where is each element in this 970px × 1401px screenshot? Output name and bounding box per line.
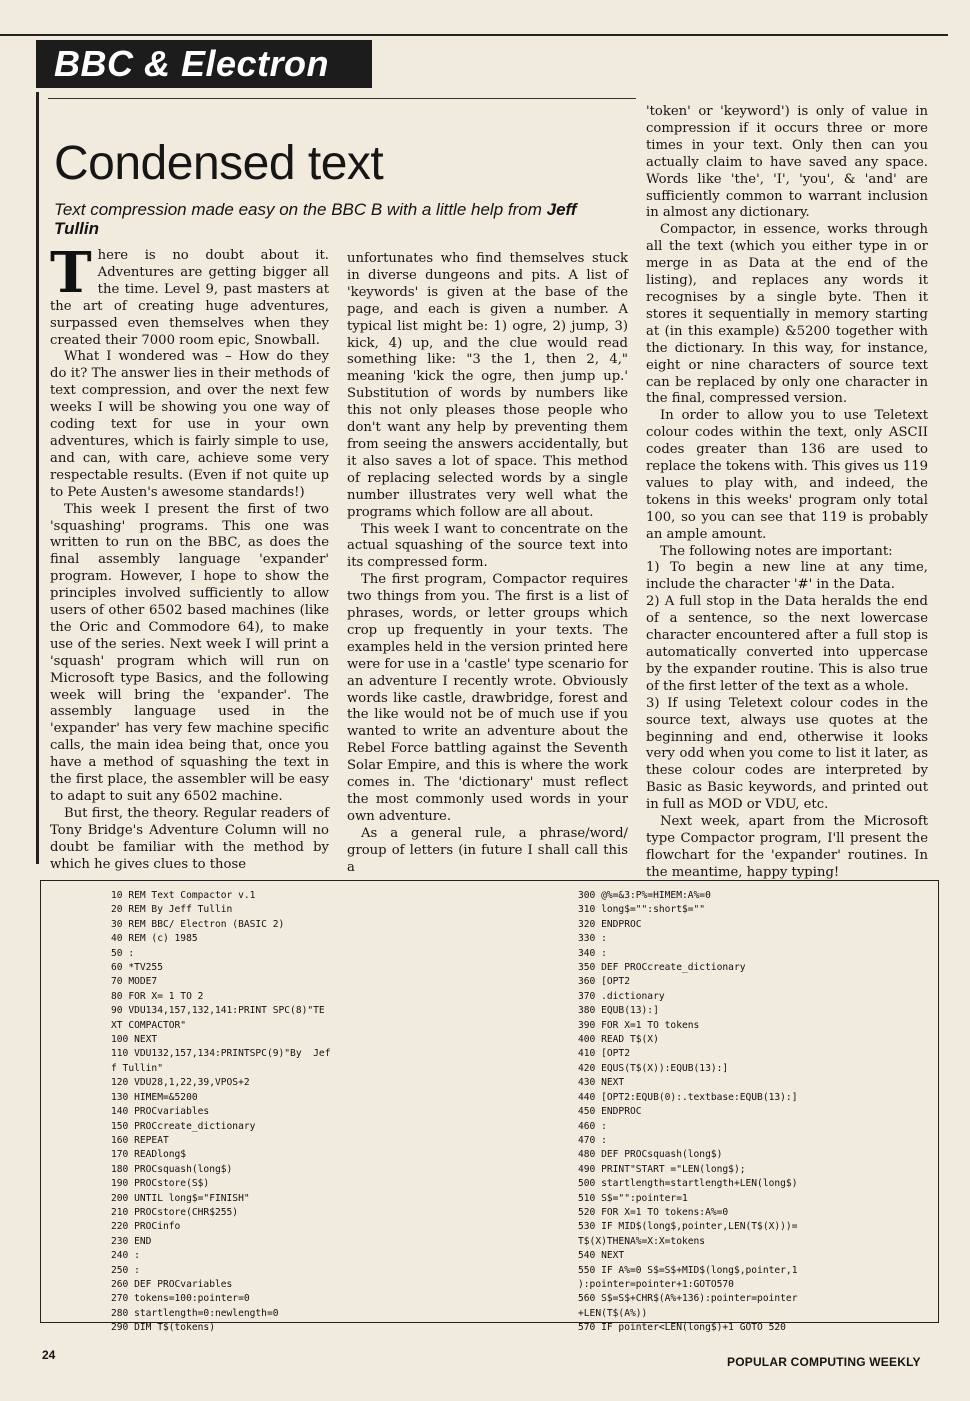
paragraph: unfortunates who find themselves stuck in diverse dungeons and pits. A list of 'keywords' is given at the base of the page, and each is given a number. A typical list might be: 1) ogre, 2) jump, 3) kick, 4) up, and the clue would read something like: "3 the 1, then 2, 4," meaning 'kick the ogre, then jump up.' Substitution of words by numbers like this not only pleases those people who don't want any help by preventing them from seeing the answers accidentally, but it also saves a lot of space. This method of replacing selected words by a single number illustrates very well what the programs which follow are all about. bbox=[347, 251, 628, 520]
author-name: Jeff Tullin bbox=[54, 200, 577, 238]
paragraph: But first, the theory. Regular readers of Tony Bridge's Adventure Column will no doubt be familiar with the method by which he gives clues to those bbox=[50, 805, 329, 872]
left-column-bar bbox=[36, 92, 39, 864]
paragraph: What I wondered was – How do they do it? The answer lies in their methods of text compression, and over the next few weeks I will be showing you one way of coding text for use in your own adventures, which is fairly simple to use, and can, with care, achieve some very respectable results. (Even if not quite up to Pete Austen's awesome standards!) bbox=[50, 349, 329, 500]
paragraph: In order to allow you to use Teletext colour codes within the text, only ASCII codes greater than 136 are used to replace the tokens with. This gives us 119 values to play with, and indeed, the tokens in this weeks' program only total 100, so you can see that 119 is probably an ample amount. bbox=[646, 408, 928, 542]
numbered-note: 1) To begin a new line at any time, include the character '#' in the Data. bbox=[646, 560, 928, 593]
numbered-note: 3) If using Teletext colour codes in the source text, always use quotes at the beginning and end, otherwise it looks very odd when you come to list it later, as these colour codes are interpreted by Basic as Basic keywords, and printed out in full as MOD or VDU, etc. bbox=[646, 695, 928, 813]
paragraph: There is no doubt about it. Adventures are getting bigger all the time. Level 9, past masters at the art of creating huge adventures, surpassed even themselves when they created their 7000 room epic, Snowball. bbox=[50, 240, 329, 348]
listing-left-column: 10 REM Text Compactor v.1 20 REM By Jeff Tullin 30 REM BBC/ Electron (BASIC 2) 40 REM (c) 1985 50 : 60 *TV255 70 MODE7 80 FOR X= 1 TO 2 90 VDU134,157,132,141:PRINT SPC(8)"TE XT COMPACTOR" 100 NEXT 110 VDU132,157,134:PRINTSPC(9)"By Jef f Tullin" 120 VDU28,1,22,39,VPOS+2 130 HIMEM=&5200 140 PROCvariables 150 PROCcreate_dictionary 160 REPEAT 170 READlong$ 180 PROCsquash(long$) 190 PROCstore(S$) 200 UNTIL long$="FINISH" 210 PROCstore(CHR$255) 220 PROCinfo 230 END 240 : 250 : 260 DEF PROCvariables 270 tokens=100:pointer=0 280 startlength=0:newlength=0 290 DIM T$(tokens) bbox=[111, 890, 331, 1334]
standfirst bbox=[54, 200, 614, 238]
page-number: 24 bbox=[42, 1348, 56, 1362]
paragraph: This week I want to concentrate on the actual squashing of the source text into its compressed form. bbox=[347, 521, 628, 571]
paragraph: Next week, apart from the Microsoft type Compactor program, I'll present the flowchart for the 'expander' routines. In the meantime, happy typing! bbox=[646, 814, 928, 880]
paragraph: The first program, Compactor requires two things from you. The first is a list of phrases, words, or letter groups which crop up frequently in your texts. The examples held in the version printed here were for use in a 'castle' type scenario for an adventure I recently wrote. Obviously words like castle, drawbridge, forest and the like would not be of much use if you wanted to write an adventure about the Rebel Force battling against the Seventh Solar Empire, and this is where the work comes in. The 'dictionary' must reflect the most commonly used words in your own adventure. bbox=[347, 572, 628, 824]
paragraph: 'token' or 'keyword') is only of value in compression if it occurs three or more times in your text. Only then can you actually claim to have saved any space. Words like 'the', 'I', 'you', & 'and' are sufficiently common to warrant inclusion in almost any dictionary. bbox=[646, 104, 928, 221]
standfirst-text: Text compression made easy on the BBC B with a little help from bbox=[54, 200, 542, 219]
top-rule bbox=[0, 34, 948, 36]
paragraph: This week I present the first of two 'squashing' programs. This one was written to run on the BBC, as does the final assembly language 'expander' program. However, I hope to show the principles involved sufficiently to allow users of other 6502 based machines (like the Oric and Commodore 64), to make use of the series. Next week I will print a 'squash' program which will run on Microsoft type Basics, and the following week will bring the 'expander'. The assembly language used in the 'expander' has very few machine specific calls, the main idea being that, once you have a method of squashing the text in the first place, the assembler will be easy to adapt to suit any 6502 machine. bbox=[50, 501, 329, 804]
title-rule bbox=[48, 98, 636, 99]
listing-right-column: 300 @%=&3:P%=HIMEM:A%=0 310 long$="":short$="" 320 ENDPROC 330 : 340 : 350 DEF PROCcreate_dictionary 360 [OPT2 370 .dictionary 380 EQUB(13):] 390 FOR X=1 TO tokens 400 READ T$(X) 410 [OPT2 420 EQUS(T$(X)):EQUB(13):] 430 NEXT 440 [OPT2:EQUB(0):.textbase:EQUB(13):] 450 ENDPROC 460 : 470 : 480 DEF PROCsquash(long$) 490 PRINT"START ="LEN(long$); 500 startlength=startlength+LEN(long$) 510 S$="":pointer=1 520 FOR X=1 TO tokens:A%=0 530 IF MID$(long$,pointer,LEN(T$(X)))= T$(X)THENA%=X:X=tokens 540 NEXT 550 IF A%=0 S$=S$+MID$(long$,pointer,1 ):pointer=pointer+1:GOTO570 560 S$=S$+CHR$(A%+136):pointer=pointer +LEN(T$(A%)) 570 IF pointer<LEN(long$)+1 GOTO 520 bbox=[578, 890, 798, 1334]
headline: Condensed text bbox=[54, 137, 384, 190]
paragraph: Compactor, in essence, works through all the text (which you either type in or merge in as Data at the end of the listing), and replaces any words it recognises by a single byte. Then it stores it sequentially in memory starting at (in this example) &5200 together with the dictionary. In this way, for instance, eight or nine characters of source text can be replaced by only one character in the final, compressed version. bbox=[646, 222, 928, 407]
paragraph: As a general rule, a phrase/word/ group of letters (in future I shall call this a bbox=[347, 825, 628, 875]
article-column-2 bbox=[347, 251, 628, 877]
numbered-note: 2) A full stop in the Data heralds the end of a sentence, so the next lowercase character encountered after a full stop is automatically converted into uppercase by the expander routine. This is also true of the first letter of the text as a whole. bbox=[646, 594, 928, 694]
magazine-name: POPULAR COMPUTING WEEKLY bbox=[727, 1355, 921, 1369]
paragraph: The following notes are important: bbox=[660, 543, 893, 559]
section-tab: BBC & Electron bbox=[36, 40, 372, 88]
drop-cap: T bbox=[50, 240, 92, 306]
article-column-3 bbox=[646, 104, 928, 882]
article-column-1 bbox=[50, 240, 329, 874]
program-listing bbox=[40, 880, 939, 1334]
